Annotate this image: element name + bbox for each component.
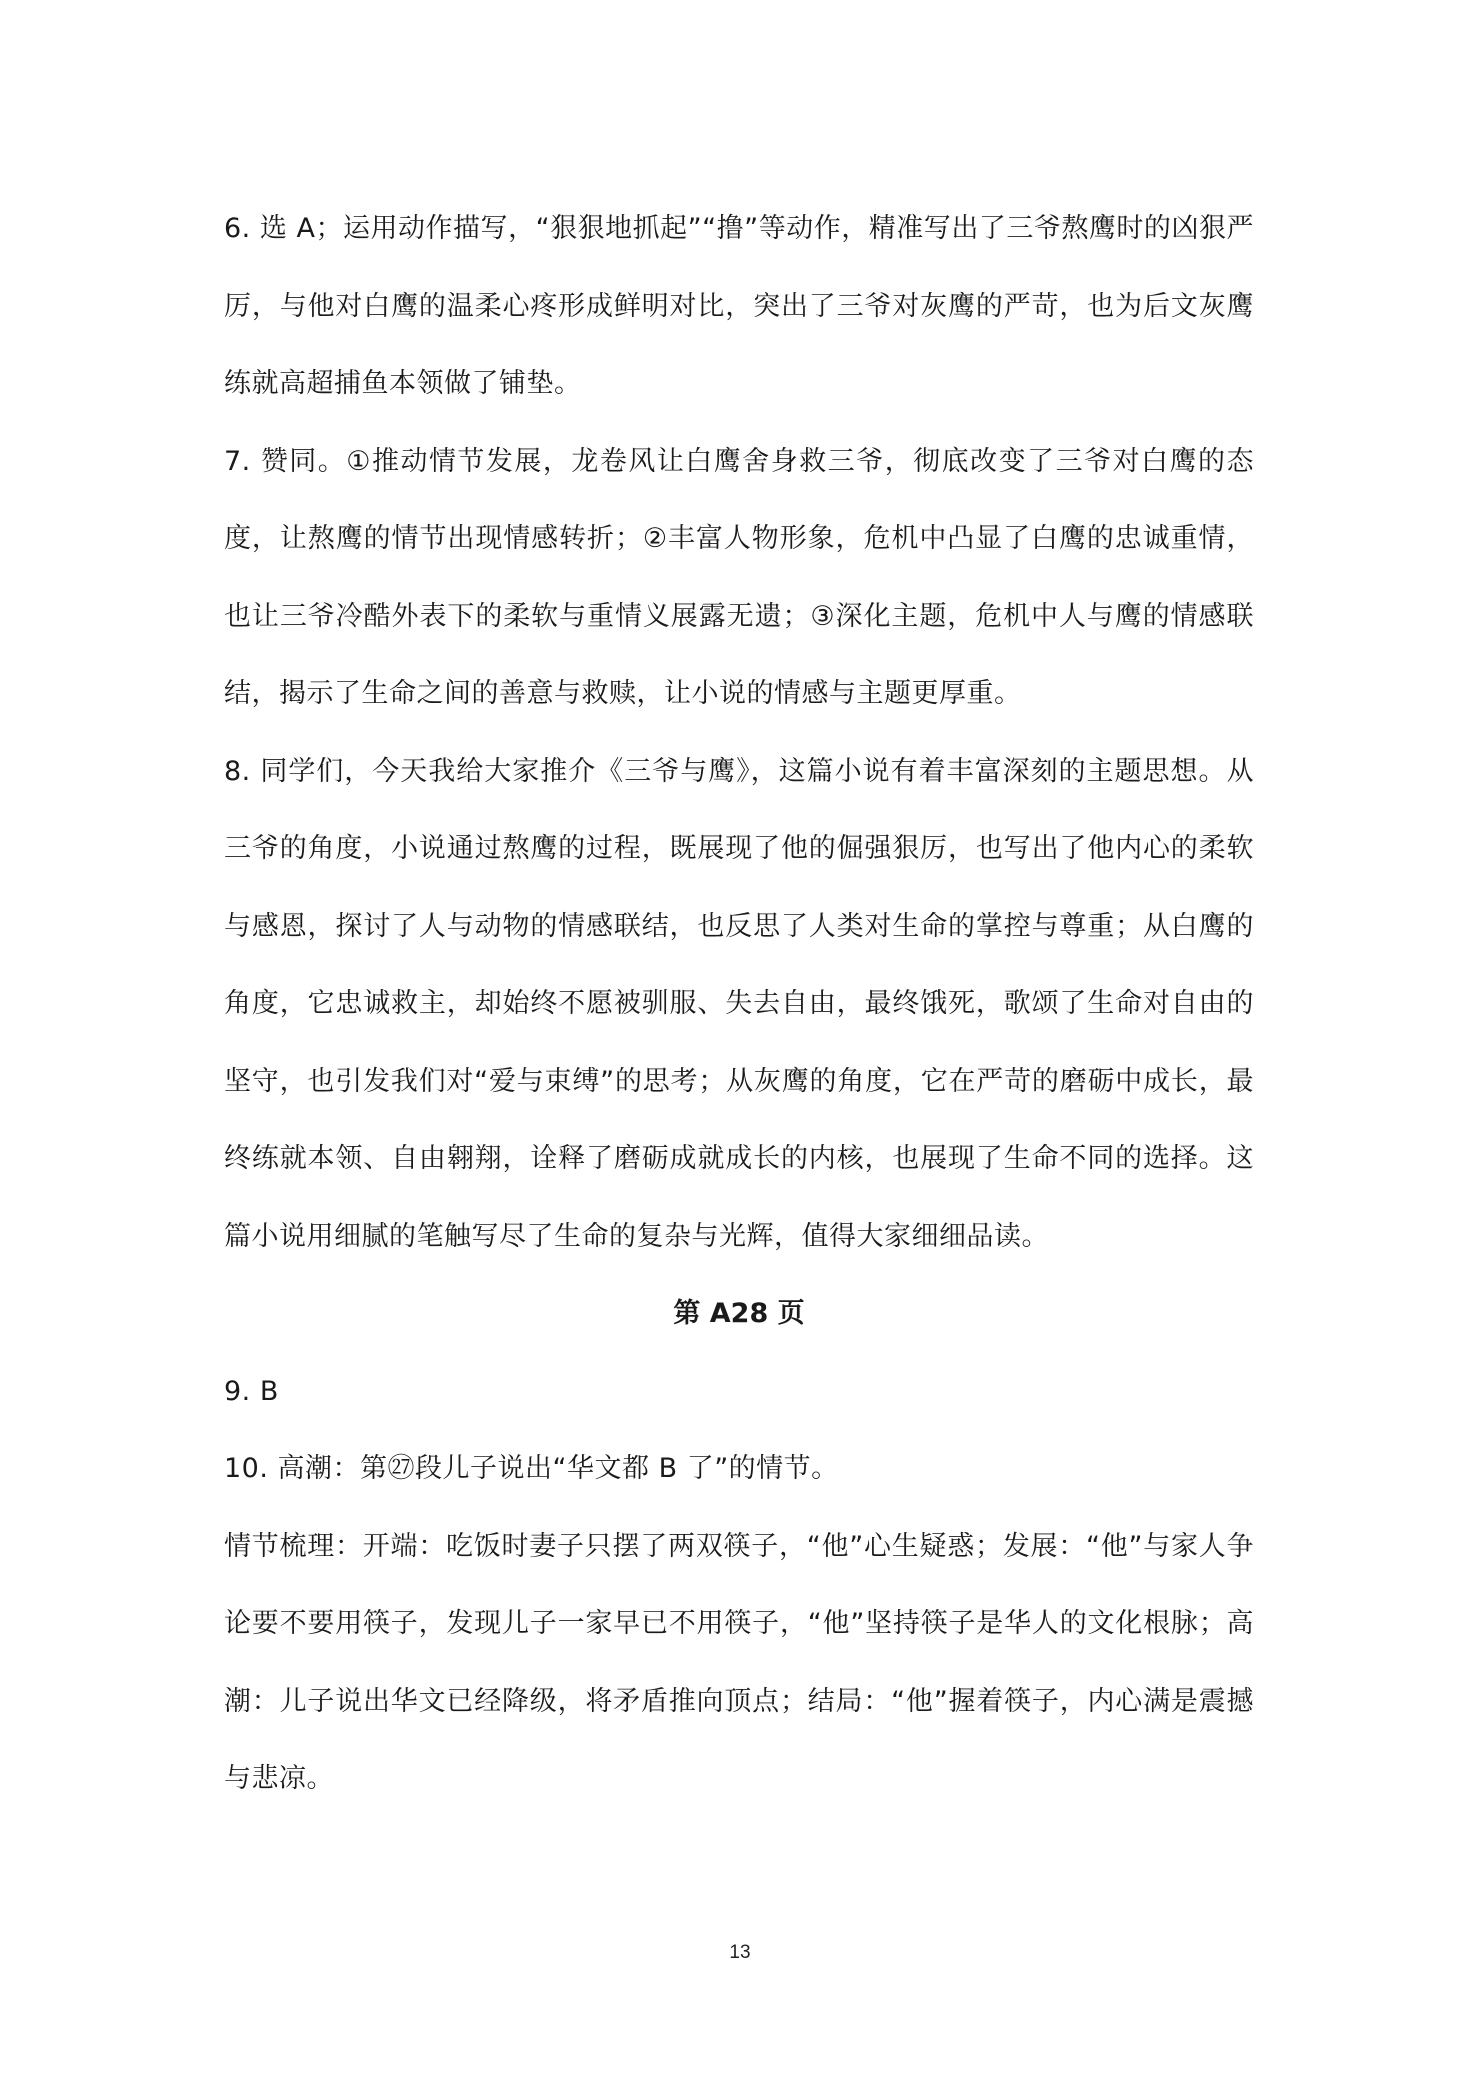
page-content: [224, 190, 1254, 1818]
answer-9: 9. B: [224, 1375, 279, 1407]
page-number: 13: [729, 1942, 751, 1963]
answer-10: 10. 高潮：第㉗段儿子说出“华文都 B 了”的情节。: [224, 1453, 839, 1484]
answer-8: 8. 同学们，今天我给大家推介《三爷与鹰》，这篇小说有着丰富深刻的主题思想。从三爷的角度，小说通过熬鹰的过程，既展现了他的倔强狠厉，也写出了他内心的柔软与感恩，探讨了人与动物的情感联结，也反思了人类对生命的掌控与尊重；从白鹰的角度，它忠诚救主，却始终不愿被驯服、失去自由，最终饿死，歌颂了生命对自由的坚守，也引发我们对“爱与束缚”的思考；从灰鹰的角度，它在严苛的磨砺中成长，最终练就本领、自由翱翔，诠释了磨砺成就成长的内核，也展现了生命不同的选择。这篇小说用细腻的笔触写尽了生命的复杂与光辉，值得大家细细品读。: [224, 755, 1254, 1252]
answer-6: 6. 选 A；运用动作描写，“狠狠地抓起”“撸”等动作，精准写出了三爷熬鹰时的凶狠严厉，与他对白鹰的温柔心疼形成鲜明对比，突出了三爷对灰鹰的严苛，也为后文灰鹰练就高超捕鱼本领做了铺垫。: [224, 213, 1254, 399]
answer-7: 7. 赞同。①推动情节发展，龙卷风让白鹰舍身救三爷，彻底改变了三爷对白鹰的态度，让熬鹰的情节出现情感转折；②丰富人物形象，危机中凸显了白鹰的忠诚重情，也让三爷冷酷外表下的柔软与重情义展露无遗；③深化主题，危机中人与鹰的情感联结，揭示了生命之间的善意与救赎，让小说的情感与主题更厚重。: [224, 445, 1254, 709]
section-heading: 第 A28 页: [673, 1298, 805, 1329]
answer-10-plot: 情节梳理：开端：吃饭时妻子只摆了两双筷子，“他”心生疑惑；发展：“他”与家人争论要不要用筷子，发现儿子一家早已不用筷子，“他”坚持筷子是华人的文化根脉；高潮：儿子说出华文已经降级，将矛盾推向顶点；结局：“他”握着筷子，内心满是震撼与悲凉。: [224, 1530, 1254, 1794]
